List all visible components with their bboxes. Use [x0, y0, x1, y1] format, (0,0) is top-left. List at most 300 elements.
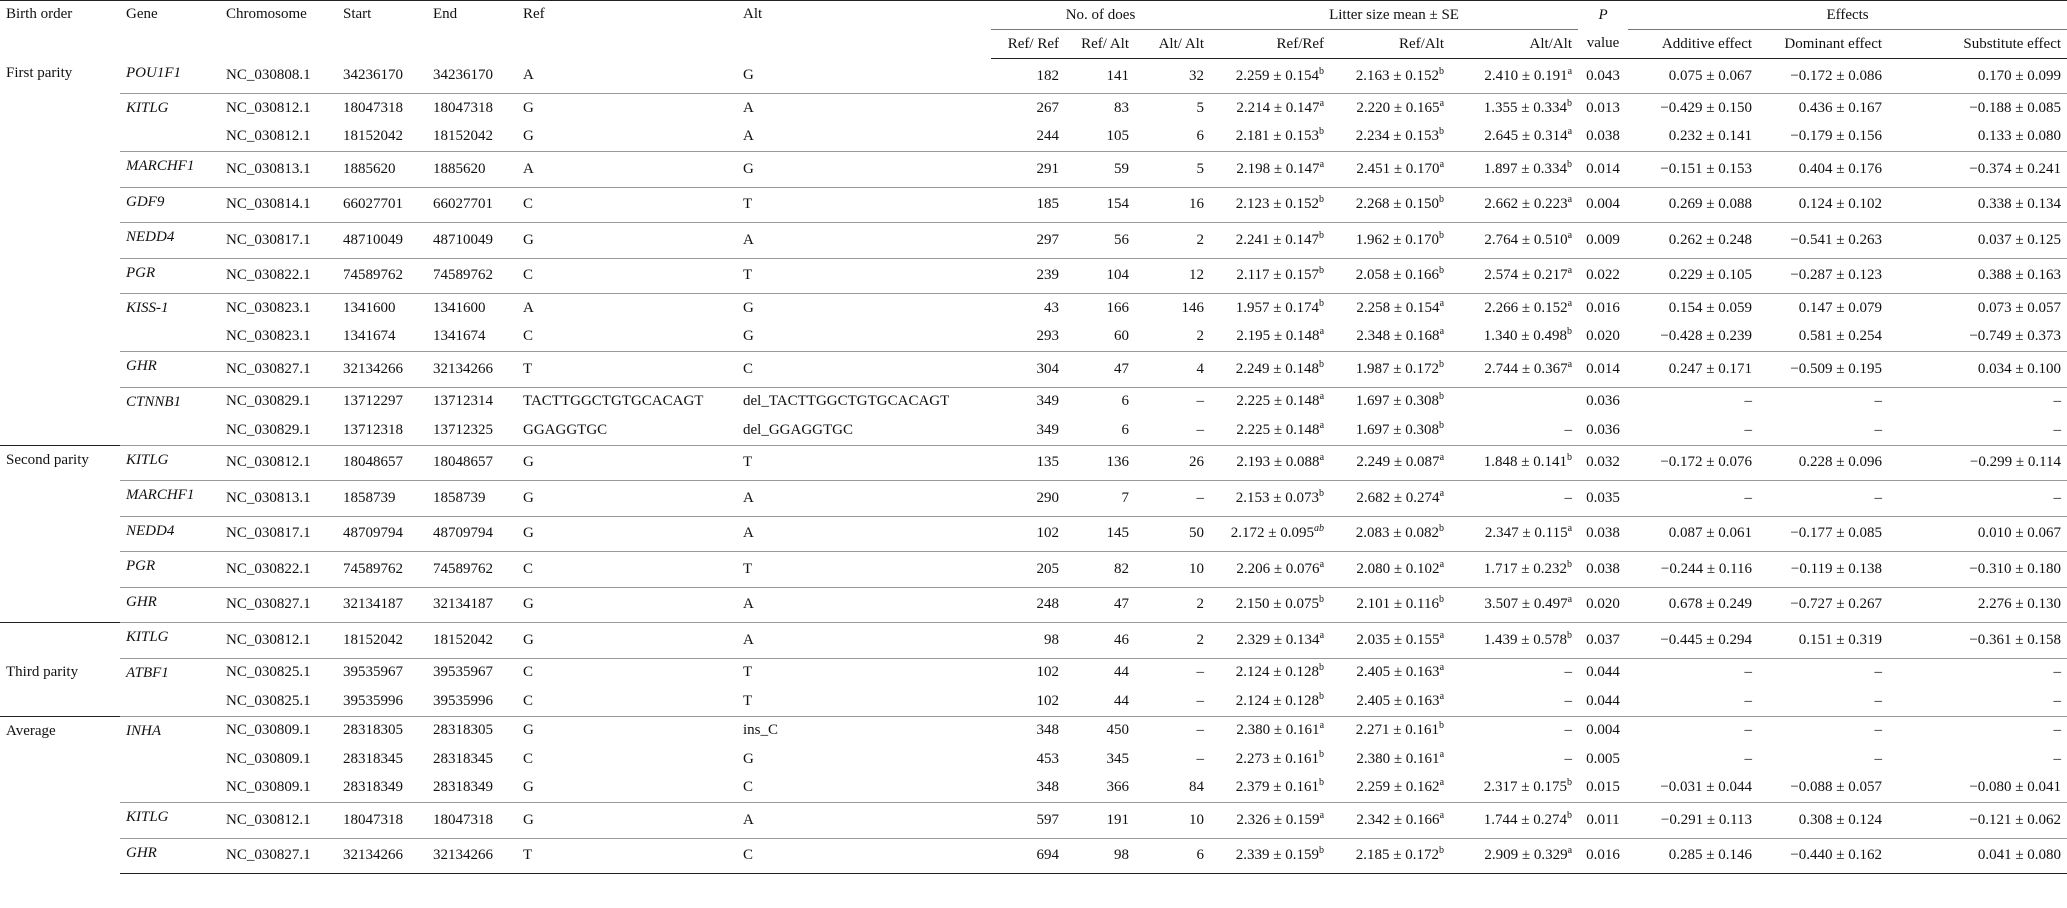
substitute-effect-cell: 0.388 ± 0.163	[1888, 258, 2067, 294]
end-cell: 18152042	[427, 623, 517, 659]
start-cell: 18152042	[343, 128, 403, 145]
table-row	[0, 623, 2067, 659]
ref-allele-cell: C	[523, 328, 534, 345]
significance-letter: a	[1439, 297, 1445, 309]
end-cell: 18152042	[433, 128, 493, 145]
start-cell: 48709794	[337, 516, 427, 552]
litter-ref-alt-cell: 2.101 ± 0.116$^b$	[1330, 587, 1450, 623]
substitute-effect-cell: –	[2053, 692, 2062, 709]
p-value-cell: 0.016	[1578, 838, 1628, 874]
alt-allele-cell: A	[737, 623, 991, 659]
header-end: End	[427, 1, 517, 59]
end-cell: 18048657	[427, 445, 517, 481]
significance-letter: a	[1319, 452, 1325, 464]
count-alt-alt-cell: 26	[1135, 445, 1210, 481]
end-cell: 32134187	[427, 587, 517, 623]
alt-allele-cell: A	[743, 128, 754, 145]
dominant-effect-cell: −0.119 ± 0.138	[1758, 552, 1888, 588]
substitute-effect-cell: −0.121 ± 0.062	[1888, 803, 2067, 839]
start-cell: 1885620	[337, 152, 427, 188]
significance-letter: a	[1439, 97, 1445, 109]
litter-ref-alt-cell: 1.697 ± 0.308$^b$	[1330, 387, 1450, 416]
chromosome-cell: NC_030822.1	[220, 552, 337, 588]
additive-effect-cell: −0.429 ± 0.150	[1628, 94, 1758, 123]
chromosome-cell: NC_030812.1	[220, 94, 337, 123]
count-ref-ref-cell: 102	[1036, 692, 1059, 709]
litter-ref-ref-cell: 2.123 ± 0.152$^b$	[1210, 187, 1330, 223]
p-value-cell: 0.011	[1578, 803, 1628, 839]
dominant-effect-cell: −0.541 ± 0.263	[1758, 223, 1888, 259]
p-value-cell: 0.014	[1578, 352, 1628, 388]
chromosome-cell: NC_030809.1	[220, 716, 337, 745]
count-ref-alt-cell: 136	[1065, 445, 1135, 481]
p-value-cell: 0.036	[1586, 421, 1620, 438]
additive-effect-cell: −0.428 ± 0.239	[1660, 328, 1753, 345]
ref-allele-cell: C	[517, 258, 737, 294]
significance-letter: b	[1567, 809, 1573, 821]
start-cell: 18048657	[337, 445, 427, 481]
start-cell: 28318349	[343, 779, 403, 796]
litter-ref-ref-cell: 2.195 ± 0.148$^a$	[1236, 326, 1325, 345]
litter-ref-alt-cell: 2.268 ± 0.150$^b$	[1330, 187, 1450, 223]
substitute-effect-cell: –	[2053, 421, 2062, 438]
additive-effect-cell: 0.269 ± 0.088	[1628, 187, 1758, 223]
litter-alt-alt-cell: 1.355 ± 0.334$^b$	[1450, 94, 1578, 123]
ref-allele-cell: G	[517, 445, 737, 481]
substitute-effect-cell: −0.080 ± 0.041	[1969, 779, 2062, 796]
end-cell: 1858739	[427, 481, 517, 517]
litter-alt-alt-cell: –	[1564, 750, 1573, 767]
alt-allele-cell: T	[737, 258, 991, 294]
count-ref-ref-cell: 135	[991, 445, 1065, 481]
substitute-effect-cell: 0.041 ± 0.080	[1888, 838, 2067, 874]
significance-letter: b	[1319, 126, 1325, 138]
dominant-effect-cell: –	[1874, 421, 1883, 438]
additive-effect-cell: –	[1744, 421, 1753, 438]
end-cell: 18047318	[427, 94, 517, 123]
count-ref-alt-cell: 141	[1106, 67, 1129, 84]
significance-letter: b	[1439, 391, 1445, 403]
header-dominant-effect: Dominant effect	[1758, 30, 1888, 59]
table-row	[0, 552, 2067, 588]
count-ref-ref-cell: 293	[1036, 328, 1059, 345]
header-effects: Effects	[1628, 1, 2067, 30]
end-cell: 39535967	[427, 658, 517, 687]
litter-alt-alt-cell: 2.410 ± 0.191$^a$	[1484, 65, 1573, 84]
count-ref-ref-cell: 267	[991, 94, 1065, 123]
dominant-effect-cell: −0.179 ± 0.156	[1790, 128, 1883, 145]
header-p-value-bottom: value	[1578, 30, 1628, 59]
significance-letter: a	[1319, 158, 1325, 170]
additive-effect-cell: –	[1744, 692, 1753, 709]
gene-name: GHR	[120, 838, 220, 874]
count-ref-ref-cell: 304	[991, 352, 1065, 388]
significance-letter: b	[1439, 126, 1445, 138]
gene-name: GDF9	[120, 187, 220, 223]
significance-letter: a	[1567, 229, 1573, 241]
end-cell: 13712325	[433, 421, 493, 438]
significance-letter: b	[1567, 629, 1573, 641]
significance-letter: b	[1567, 558, 1573, 570]
count-alt-alt-cell: 2	[1196, 328, 1205, 345]
count-alt-alt-cell: –	[1135, 481, 1210, 517]
litter-ref-alt-cell: 2.259 ± 0.162$^a$	[1356, 777, 1445, 796]
table-row	[0, 803, 2067, 839]
significance-letter: b	[1439, 229, 1445, 241]
significance-letter: b	[1439, 594, 1445, 606]
gene-name: MARCHF1	[120, 481, 220, 517]
chromosome-cell: NC_030829.1	[226, 421, 311, 438]
significance-letter: b	[1319, 65, 1325, 77]
table-row	[0, 587, 2067, 623]
header-start: Start	[337, 1, 427, 59]
litter-ref-ref-cell: 2.198 ± 0.147$^a$	[1210, 152, 1330, 188]
gene-name: KISS-1	[120, 294, 220, 352]
substitute-effect-cell: 2.276 ± 0.130	[1888, 587, 2067, 623]
significance-letter: b	[1567, 452, 1573, 464]
litter-ref-alt-cell: 2.035 ± 0.155$^a$	[1330, 623, 1450, 659]
litter-ref-alt-cell: 2.405 ± 0.163$^a$	[1356, 690, 1445, 709]
chromosome-cell: NC_030812.1	[226, 128, 311, 145]
ref-allele-cell: G	[517, 587, 737, 623]
end-cell: 28318305	[427, 716, 517, 745]
alt-allele-cell: A	[737, 94, 991, 123]
start-cell: 13712297	[337, 387, 427, 416]
additive-effect-cell: −0.172 ± 0.076	[1628, 445, 1758, 481]
count-ref-alt-cell: 154	[1065, 187, 1135, 223]
birth-order-label: Third parity	[0, 623, 120, 717]
litter-ref-alt-cell: 2.185 ± 0.172$^b$	[1330, 838, 1450, 874]
count-alt-alt-cell: 6	[1196, 128, 1205, 145]
dominant-effect-cell: −0.287 ± 0.123	[1758, 258, 1888, 294]
count-alt-alt-cell: 146	[1135, 294, 1210, 323]
additive-effect-cell: −0.151 ± 0.153	[1628, 152, 1758, 188]
alt-allele-cell: ins_C	[737, 716, 991, 745]
count-ref-ref-cell: 43	[991, 294, 1065, 323]
chromosome-cell: NC_030812.1	[220, 445, 337, 481]
table-row	[0, 187, 2067, 223]
litter-alt-alt-cell: 2.574 ± 0.217$^a$	[1450, 258, 1578, 294]
litter-ref-alt-cell: 2.220 ± 0.165$^a$	[1330, 94, 1450, 123]
litter-alt-alt-cell: 2.744 ± 0.367$^a$	[1450, 352, 1578, 388]
additive-effect-cell: –	[1628, 716, 1758, 745]
significance-letter: a	[1319, 326, 1325, 338]
significance-letter: b	[1567, 97, 1573, 109]
table-row	[0, 352, 2067, 388]
header-ls-alt-alt: Alt/Alt	[1450, 30, 1578, 59]
litter-alt-alt-cell: 2.764 ± 0.510$^a$	[1450, 223, 1578, 259]
significance-letter: a	[1567, 65, 1573, 77]
alt-allele-cell: G	[737, 294, 991, 323]
substitute-effect-cell: −0.299 ± 0.114	[1888, 445, 2067, 481]
table-row	[0, 323, 2067, 352]
end-cell: 32134266	[427, 838, 517, 874]
litter-alt-alt-cell: 1.717 ± 0.232$^b$	[1450, 552, 1578, 588]
dominant-effect-cell: 0.436 ± 0.167	[1758, 94, 1888, 123]
header-alt: Alt	[737, 1, 991, 59]
dominant-effect-cell: −0.509 ± 0.195	[1758, 352, 1888, 388]
chromosome-cell: NC_030813.1	[220, 152, 337, 188]
significance-letter: b	[1319, 297, 1325, 309]
alt-allele-cell: A	[737, 481, 991, 517]
count-alt-alt-cell: –	[1135, 658, 1210, 687]
start-cell: 18047318	[337, 803, 427, 839]
significance-letter: a	[1439, 452, 1445, 464]
p-value-cell: 0.014	[1578, 152, 1628, 188]
additive-effect-cell: –	[1744, 750, 1753, 767]
count-ref-ref-cell: 248	[991, 587, 1065, 623]
end-cell: 32134266	[427, 352, 517, 388]
count-ref-alt-cell: 105	[1106, 128, 1129, 145]
count-ref-alt-cell: 56	[1065, 223, 1135, 259]
gene-name: POU1F1	[126, 64, 181, 81]
litter-ref-alt-cell: 2.342 ± 0.166$^a$	[1330, 803, 1450, 839]
end-cell: 1885620	[427, 152, 517, 188]
alt-allele-cell: A	[737, 223, 991, 259]
significance-letter: a	[1439, 629, 1445, 641]
p-value-cell: 0.022	[1578, 258, 1628, 294]
litter-ref-ref-cell: 2.259 ± 0.154$^b$	[1235, 65, 1325, 84]
additive-effect-cell: –	[1628, 387, 1758, 416]
significance-letter: a	[1319, 720, 1325, 732]
p-value-cell: 0.004	[1578, 716, 1628, 745]
significance-letter: b	[1319, 662, 1325, 674]
p-value-cell: 0.037	[1578, 623, 1628, 659]
significance-letter: b	[1439, 720, 1445, 732]
chromosome-cell: NC_030823.1	[226, 328, 311, 345]
chromosome-cell: NC_030814.1	[220, 187, 337, 223]
header-ref: Ref	[517, 1, 737, 59]
litter-ref-ref-cell: 2.172 ± 0.095$^{ab}$	[1210, 516, 1330, 552]
count-ref-ref-cell: 290	[991, 481, 1065, 517]
dominant-effect-cell: −0.440 ± 0.162	[1758, 838, 1888, 874]
significance-letter: a	[1439, 158, 1445, 170]
substitute-effect-cell: −0.749 ± 0.373	[1969, 328, 2062, 345]
litter-ref-alt-cell: 2.380 ± 0.161$^a$	[1356, 748, 1445, 767]
litter-ref-alt-cell: 1.962 ± 0.170$^b$	[1330, 223, 1450, 259]
ref-allele-cell: G	[517, 223, 737, 259]
header-chromosome: Chromosome	[220, 1, 337, 59]
ref-allele-cell: G	[517, 623, 737, 659]
substitute-effect-cell: −0.310 ± 0.180	[1888, 552, 2067, 588]
chromosome-cell: NC_030812.1	[220, 623, 337, 659]
chromosome-cell: NC_030825.1	[220, 658, 337, 687]
count-ref-ref-cell: 102	[991, 516, 1065, 552]
significance-letter: a	[1319, 419, 1325, 431]
start-cell: 13712318	[343, 421, 403, 438]
alt-allele-cell: C	[737, 352, 991, 388]
start-cell: 28318305	[337, 716, 427, 745]
gene-name: KITLG	[120, 623, 220, 659]
significance-letter: b	[1319, 194, 1325, 206]
additive-effect-cell: 0.087 ± 0.061	[1628, 516, 1758, 552]
significance-letter: a	[1319, 629, 1325, 641]
count-ref-alt-cell: 450	[1065, 716, 1135, 745]
end-cell: 13712314	[427, 387, 517, 416]
count-ref-alt-cell: 6	[1065, 387, 1135, 416]
count-ref-alt-cell: 6	[1121, 421, 1129, 438]
end-cell: 39535996	[433, 692, 493, 709]
count-ref-ref-cell: 98	[991, 623, 1065, 659]
litter-ref-alt-cell: 2.058 ± 0.166$^b$	[1330, 258, 1450, 294]
count-ref-alt-cell: 191	[1065, 803, 1135, 839]
count-alt-alt-cell: –	[1196, 421, 1205, 438]
start-cell: 34236170	[343, 67, 403, 84]
litter-ref-alt-cell: 2.258 ± 0.154$^a$	[1330, 294, 1450, 323]
dominant-effect-cell: –	[1758, 716, 1888, 745]
table-row	[0, 59, 2067, 94]
header-p-value-top: P	[1578, 1, 1628, 30]
litter-alt-alt-cell: 1.340 ± 0.498$^b$	[1483, 326, 1573, 345]
alt-allele-cell: G	[737, 152, 991, 188]
count-ref-alt-cell: 345	[1106, 750, 1129, 767]
ref-allele-cell: T	[517, 838, 737, 874]
significance-letter: a	[1567, 523, 1573, 535]
count-alt-alt-cell: 50	[1135, 516, 1210, 552]
significance-letter: b	[1439, 265, 1445, 277]
count-alt-alt-cell: 16	[1135, 187, 1210, 223]
table-row	[0, 152, 2067, 188]
gene-name: MARCHF1	[120, 152, 220, 188]
significance-letter: a	[1439, 748, 1445, 760]
litter-ref-ref-cell: 2.214 ± 0.147$^a$	[1210, 94, 1330, 123]
alt-allele-cell: T	[737, 445, 991, 481]
litter-ref-alt-cell: 2.348 ± 0.168$^a$	[1356, 326, 1445, 345]
litter-ref-ref-cell: 2.225 ± 0.148$^a$	[1236, 419, 1325, 438]
end-cell: 66027701	[427, 187, 517, 223]
end-cell: 34236170	[433, 67, 493, 84]
alt-allele-cell: G	[743, 67, 754, 84]
litter-ref-ref-cell: 2.124 ± 0.128$^b$	[1210, 658, 1330, 687]
p-value-cell: 0.032	[1578, 445, 1628, 481]
additive-effect-cell: –	[1628, 481, 1758, 517]
substitute-effect-cell: –	[1888, 387, 2067, 416]
gene-name: ATBF1	[120, 658, 220, 716]
litter-ref-ref-cell: 2.339 ± 0.159$^b$	[1210, 838, 1330, 874]
litter-ref-ref-cell: 2.329 ± 0.134$^a$	[1210, 623, 1330, 659]
litter-alt-alt-cell: 2.909 ± 0.329$^a$	[1450, 838, 1578, 874]
litter-ref-alt-cell: 2.271 ± 0.161$^b$	[1330, 716, 1450, 745]
litter-alt-alt-cell: 1.848 ± 0.141$^b$	[1450, 445, 1578, 481]
significance-letter: a	[1439, 326, 1445, 338]
litter-ref-ref-cell: 2.150 ± 0.075$^b$	[1210, 587, 1330, 623]
birth-order-label: First parity	[6, 64, 73, 81]
dominant-effect-cell: –	[1758, 481, 1888, 517]
count-ref-alt-cell: 104	[1065, 258, 1135, 294]
count-ref-ref-cell: 349	[1036, 421, 1059, 438]
litter-alt-alt-cell: 3.507 ± 0.497$^a$	[1450, 587, 1578, 623]
table-row	[0, 774, 2067, 803]
alt-allele-cell: A	[737, 516, 991, 552]
header-birth-order: Birth order	[0, 1, 120, 59]
dominant-effect-cell: −0.177 ± 0.085	[1758, 516, 1888, 552]
substitute-effect-cell: 0.034 ± 0.100	[1888, 352, 2067, 388]
count-ref-ref-cell: 297	[991, 223, 1065, 259]
p-value-cell: 0.020	[1578, 587, 1628, 623]
gene-name: KITLG	[120, 803, 220, 839]
dominant-effect-cell: 0.124 ± 0.102	[1758, 187, 1888, 223]
chromosome-cell: NC_030827.1	[220, 587, 337, 623]
end-cell: 1341600	[427, 294, 517, 323]
substitute-effect-cell: –	[1888, 481, 2067, 517]
header-count-ref-alt: Ref/ Alt	[1065, 30, 1135, 59]
ref-allele-cell: A	[523, 67, 534, 84]
table-row	[0, 481, 2067, 517]
ref-allele-cell: G	[523, 779, 534, 796]
litter-ref-alt-cell: 2.234 ± 0.153$^b$	[1355, 126, 1445, 145]
litter-ref-alt-cell: 2.083 ± 0.082$^b$	[1330, 516, 1450, 552]
count-alt-alt-cell: 10	[1135, 552, 1210, 588]
significance-letter: b	[1319, 229, 1325, 241]
count-alt-alt-cell: 5	[1135, 152, 1210, 188]
start-cell: 66027701	[337, 187, 427, 223]
significance-letter: a	[1439, 809, 1445, 821]
significance-letter: b	[1319, 487, 1325, 499]
ref-allele-cell: G	[517, 803, 737, 839]
count-ref-alt-cell: 44	[1065, 658, 1135, 687]
substitute-effect-cell: –	[2053, 750, 2062, 767]
birth-order-label: Average	[0, 716, 120, 874]
litter-ref-ref-cell: 2.379 ± 0.161$^b$	[1235, 777, 1325, 796]
significance-letter: b	[1567, 777, 1573, 789]
birth-order-label: Second parity	[0, 445, 120, 623]
alt-allele-cell: C	[737, 838, 991, 874]
alt-allele-cell: A	[737, 587, 991, 623]
litter-ref-alt-cell: 2.080 ± 0.102$^a$	[1330, 552, 1450, 588]
substitute-effect-cell: 0.037 ± 0.125	[1888, 223, 2067, 259]
table-row	[0, 258, 2067, 294]
significance-letter: a	[1567, 194, 1573, 206]
count-alt-alt-cell: 2	[1135, 623, 1210, 659]
table-row	[0, 94, 2067, 123]
p-value-cell: 0.005	[1586, 750, 1620, 767]
start-cell: 28318345	[343, 750, 403, 767]
dominant-effect-cell: 0.151 ± 0.319	[1758, 623, 1888, 659]
dominant-effect-cell: 0.308 ± 0.124	[1758, 803, 1888, 839]
chromosome-cell: NC_030812.1	[220, 803, 337, 839]
end-cell: 48709794	[427, 516, 517, 552]
gene-name: KITLG	[120, 445, 220, 481]
dominant-effect-cell: 0.404 ± 0.176	[1758, 152, 1888, 188]
p-value-cell: 0.020	[1586, 328, 1620, 345]
start-cell: 1341674	[343, 328, 396, 345]
litter-ref-ref-cell: 2.225 ± 0.148$^a$	[1210, 387, 1330, 416]
header-substitute-effect: Substitute effect	[1888, 30, 2067, 59]
chromosome-cell: NC_030829.1	[220, 387, 337, 416]
significance-letter: a	[1567, 845, 1573, 857]
additive-effect-cell: –	[1628, 658, 1758, 687]
litter-ref-alt-cell: 1.697 ± 0.308$^b$	[1355, 419, 1445, 438]
count-ref-ref-cell: 694	[991, 838, 1065, 874]
additive-effect-cell: 0.075 ± 0.067	[1668, 67, 1753, 84]
start-cell: 48710049	[337, 223, 427, 259]
litter-ref-ref-cell: 2.153 ± 0.073$^b$	[1210, 481, 1330, 517]
dominant-effect-cell: –	[1758, 658, 1888, 687]
count-ref-alt-cell: 60	[1114, 328, 1129, 345]
additive-effect-cell: −0.244 ± 0.116	[1628, 552, 1758, 588]
header-litter-size: Litter size mean ± SE	[1210, 1, 1578, 30]
chromosome-cell: NC_030822.1	[220, 258, 337, 294]
additive-effect-cell: −0.445 ± 0.294	[1628, 623, 1758, 659]
p-value-cell: 0.009	[1578, 223, 1628, 259]
p-value-cell: 0.043	[1586, 67, 1620, 84]
additive-effect-cell: 0.678 ± 0.249	[1628, 587, 1758, 623]
p-value-cell: 0.013	[1578, 94, 1628, 123]
litter-ref-alt-cell: 2.405 ± 0.163$^a$	[1330, 658, 1450, 687]
start-cell: 18047318	[337, 94, 427, 123]
litter-alt-alt-cell: 2.347 ± 0.115$^a$	[1450, 516, 1578, 552]
count-ref-alt-cell: 46	[1065, 623, 1135, 659]
